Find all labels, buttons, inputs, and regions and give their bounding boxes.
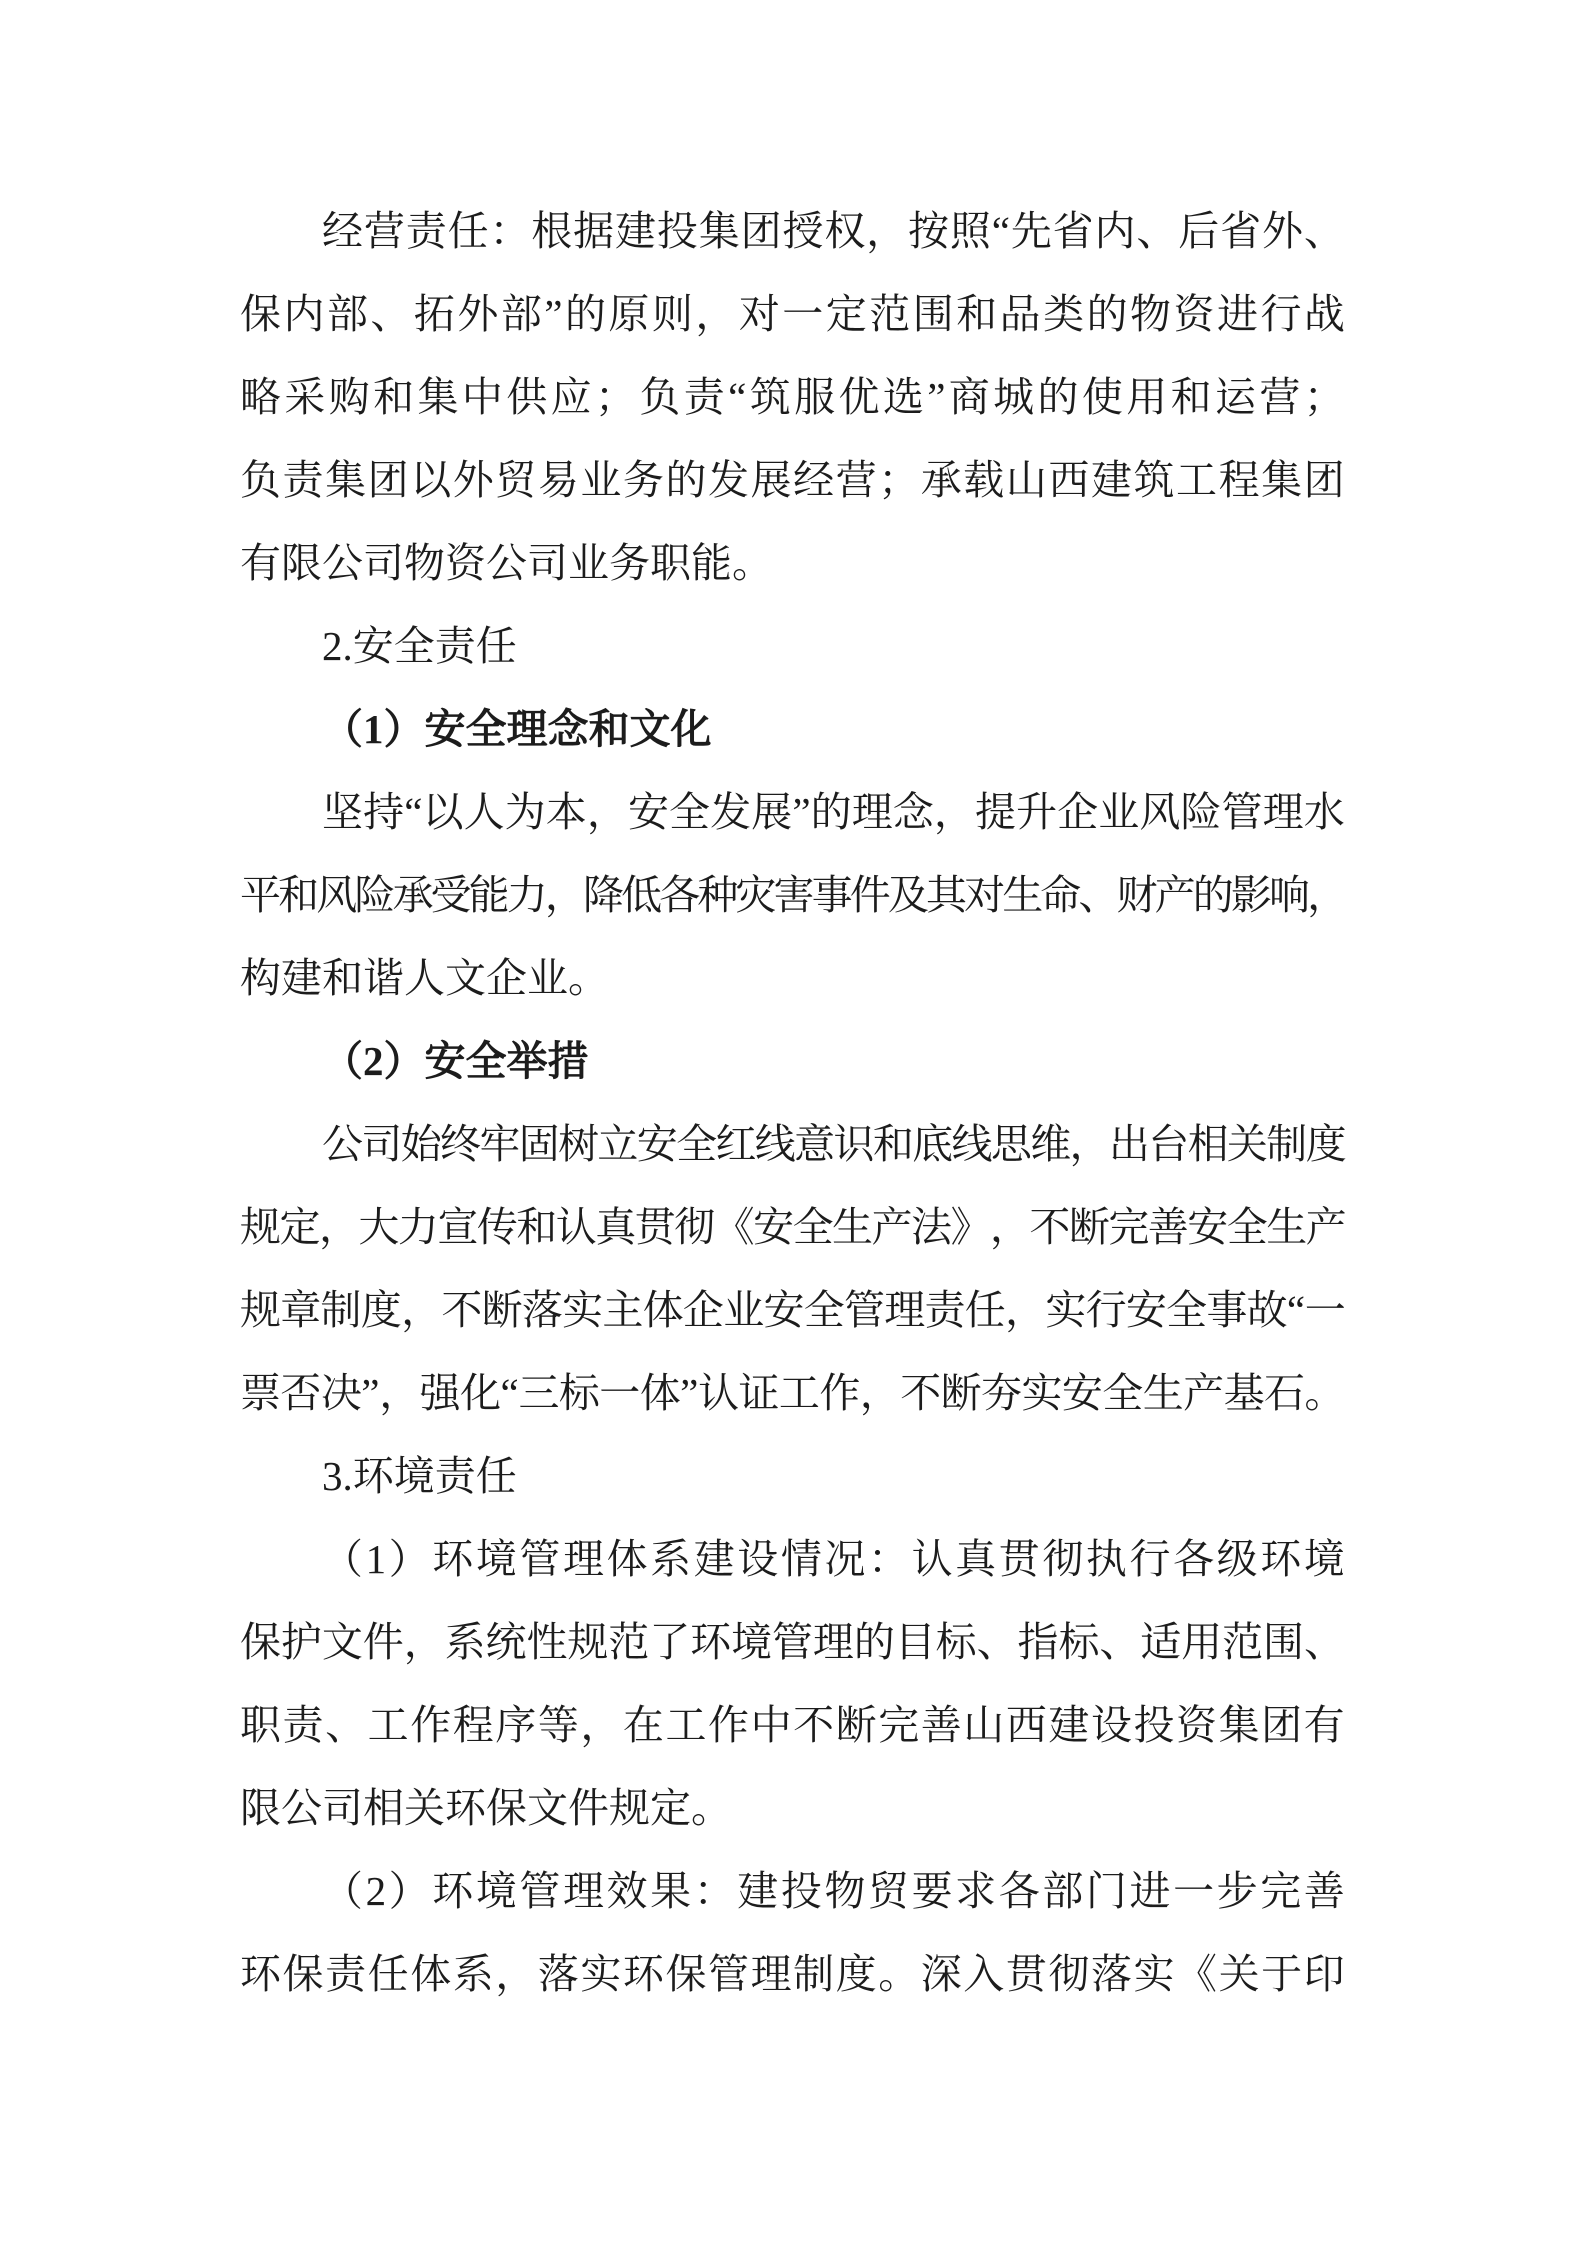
body-line: 保 护 文 件 ， 系 统 性 规 范 了 环 境 管 理 的 目 标 、 指 标 、 适 用 范 围 、 [240,1619,1345,1665]
body-line: 经 营 责 任 ： 根 据 建 投 集 团 授 权 ， 按 照 “ 先 省 内 、 后 省 外 、 [322,208,1345,254]
body-line: 平 和 风 险 承 受 能 力 ， 降 低 各 种 灾 害 事 件 及 其 对 生 命 、 财 产 的 影 响 ， [240,872,1349,918]
body-line: 票 否 决 ” ， 强 化 “ 三 标 一 体 ” 认 证 工 作 ， 不 断 夯 实 安 全 生 产 基 石 。 [240,1370,1346,1416]
numbered-heading-safety: 2.安全责任 [322,623,517,669]
numbered-heading-environment: 3.环境责任 [322,1453,517,1499]
body-line: 规 章 制 度 ， 不 断 落 实 主 体 企 业 安 全 管 理 责 任 ， 实 行 安 全 事 故 “ 一 [240,1287,1346,1333]
sub-heading-safety-culture: （1）安全理念和文化 [322,706,712,752]
body-line: 职 责 、 工 作 程 序 等 ， 在 工 作 中 不 断 完 善 山 西 建 设 投 资 集 团 有 [240,1702,1345,1748]
body-line: 规 定 ， 大 力 宣 传 和 认 真 贯 彻 《 安 全 生 产 法 》 ， 不 断 完 善 安 全 生 产 [240,1204,1347,1250]
body-line: （ 2 ） 环 境 管 理 效 果 ： 建 投 物 贸 要 求 各 部 门 进 一 步 完 善 [322,1868,1345,1914]
body-line: 保 内 部 、 拓 外 部 ” 的 原 则 ， 对 一 定 范 围 和 品 类 的 物 资 进 行 战 [240,291,1345,337]
body-line: 构建和谐人文企业。 [240,955,609,1001]
body-line: 限公司相关环保文件规定。 [240,1785,732,1831]
body-line: 有限公司物资公司业务职能。 [240,540,773,586]
body-line: 公 司 始 终 牢 固 树 立 安 全 红 线 意 识 和 底 线 思 维 ， 出 台 相 关 制 度 [322,1121,1347,1167]
sub-heading-safety-measures: （2）安全举措 [322,1038,589,1084]
body-line: 负 责 集 团 以 外 贸 易 业 务 的 发 展 经 营 ； 承 载 山 西 建 筑 工 程 集 团 [240,457,1345,503]
body-line: 略 采 购 和 集 中 供 应 ； 负 责 “ 筑 服 优 选 ” 商 城 的 使 用 和 运 营 ； [240,374,1345,420]
body-line: （ 1 ） 环 境 管 理 体 系 建 设 情 况 ： 认 真 贯 彻 执 行 各 级 环 境 [322,1536,1345,1582]
body-line: 环 保 责 任 体 系 ， 落 实 环 保 管 理 制 度 。 深 入 贯 彻 落 实 《 关 于 印 [240,1951,1345,1997]
body-line: 坚 持 “ 以 人 为 本 ， 安 全 发 展 ” 的 理 念 ， 提 升 企 业 风 险 管 理 水 [322,789,1345,835]
